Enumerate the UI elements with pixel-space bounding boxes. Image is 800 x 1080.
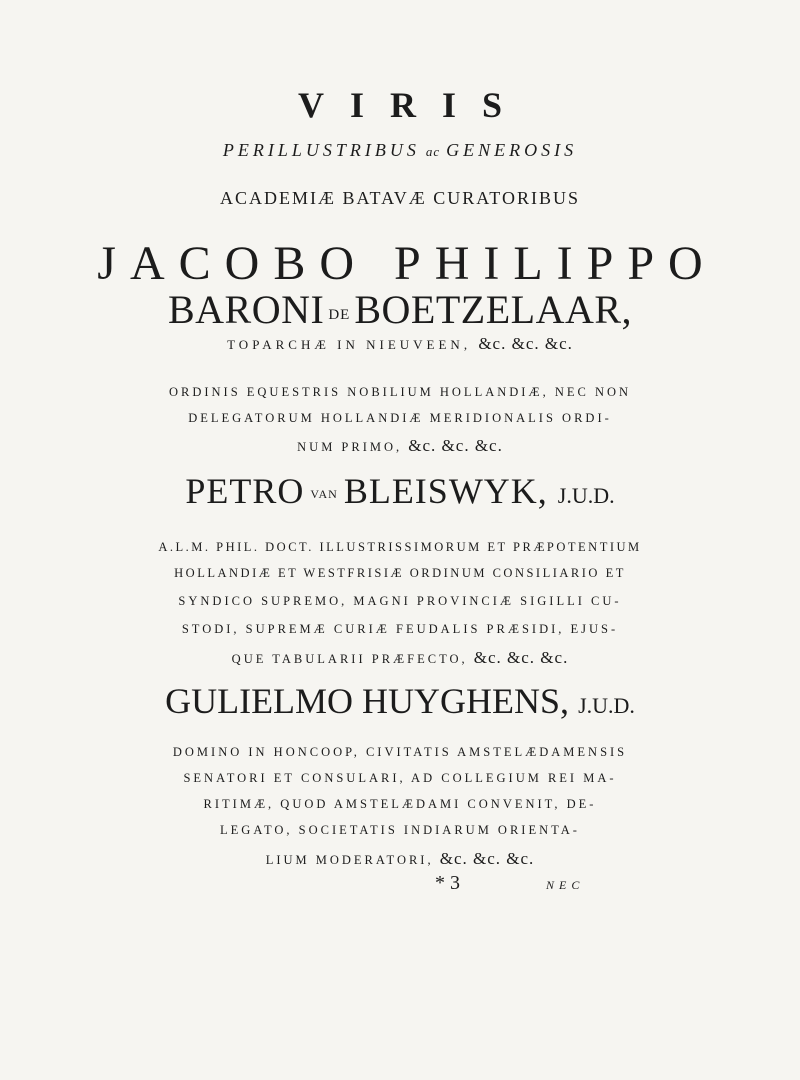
- person1-title-line: [0, 286, 800, 333]
- perillustribus-word: PERILLUSTRIBUS: [222, 140, 420, 160]
- lium-text: LIUM MODERATORI,: [265, 853, 434, 867]
- perillustribus-line: [0, 140, 800, 161]
- num-primo-etc: &c. &c. &c.: [408, 436, 503, 455]
- van-word: VAN: [310, 487, 338, 502]
- person1-toparchae: [0, 334, 800, 354]
- person2-line2: HOLLANDIÆ ET WESTFRISIÆ ORDINUM CONSILIARIO ET: [174, 566, 626, 580]
- heading-viris: VIRIS: [297, 85, 529, 125]
- quetab-text: QUE TABULARII PRÆFECTO,: [231, 652, 468, 666]
- person1-line4: [0, 436, 800, 456]
- person3-line5: [0, 849, 800, 869]
- person3-name-line: [0, 680, 800, 722]
- academiae-line: ACADEMIÆ BATAVÆ CURATORIBUS: [220, 188, 580, 208]
- person1-first-name: JACOBO PHILIPPO: [97, 237, 717, 290]
- bleiswyk-word: BLEISWYK,: [343, 471, 548, 511]
- person2-line5: [0, 648, 800, 668]
- person3-degree: J.U.D.: [578, 693, 635, 718]
- petro-word: PETRO: [185, 471, 305, 511]
- ac-word: ac: [425, 144, 441, 159]
- baroni-word: BARONI: [167, 287, 325, 332]
- person3-line4: LEGATO, SOCIETATIS INDIARUM ORIENTA-: [220, 823, 580, 837]
- catchword: NEC: [546, 878, 585, 892]
- person2-line1: A.L.M. PHIL. DOCT. ILLUSTRISSIMORUM ET PRÆPOTENTIUM: [158, 540, 642, 554]
- person2-name-line: [0, 470, 800, 512]
- person2-line4: STODI, SUPREMÆ CURIÆ FEUDALIS PRÆSIDI, EJUS-: [181, 622, 619, 636]
- person3-line1: DOMINO IN HONCOOP, CIVITATIS AMSTELÆDAMENSIS: [172, 745, 628, 759]
- signature-mark: * 3: [435, 872, 460, 894]
- person1-line3: DELEGATORUM HOLLANDIÆ MERIDIONALIS ORDI-: [188, 411, 612, 425]
- lium-etc: &c. &c. &c.: [439, 849, 535, 868]
- gulielmo-name: GULIELMO HUYGHENS,: [165, 681, 570, 721]
- person2-degree: J.U.D.: [557, 483, 615, 508]
- boetzelaar-word: BOETZELAAR,: [354, 287, 633, 332]
- de-word: DE: [328, 307, 351, 324]
- toparchae-text: TOPARCHÆ IN NIEUVEEN,: [227, 337, 472, 352]
- person3-line2: SENATORI ET CONSULARI, AD COLLEGIUM REI MA-: [183, 771, 617, 785]
- person2-line3: SYNDICO SUPREMO, MAGNI PROVINCIÆ SIGILLI CU-: [178, 594, 622, 608]
- person1-line2: ORDINIS EQUESTRIS NOBILIUM HOLLANDIÆ, NEC NON: [168, 385, 632, 399]
- toparchae-etc: &c. &c. &c.: [478, 334, 573, 353]
- generosis-word: GENEROSIS: [446, 140, 578, 160]
- num-primo-text: NUM PRIMO,: [297, 440, 403, 454]
- quetab-etc: &c. &c. &c.: [473, 648, 569, 667]
- person3-line3: RITIMÆ, QUOD AMSTELÆDAMI CONVENIT, DE-: [203, 797, 597, 811]
